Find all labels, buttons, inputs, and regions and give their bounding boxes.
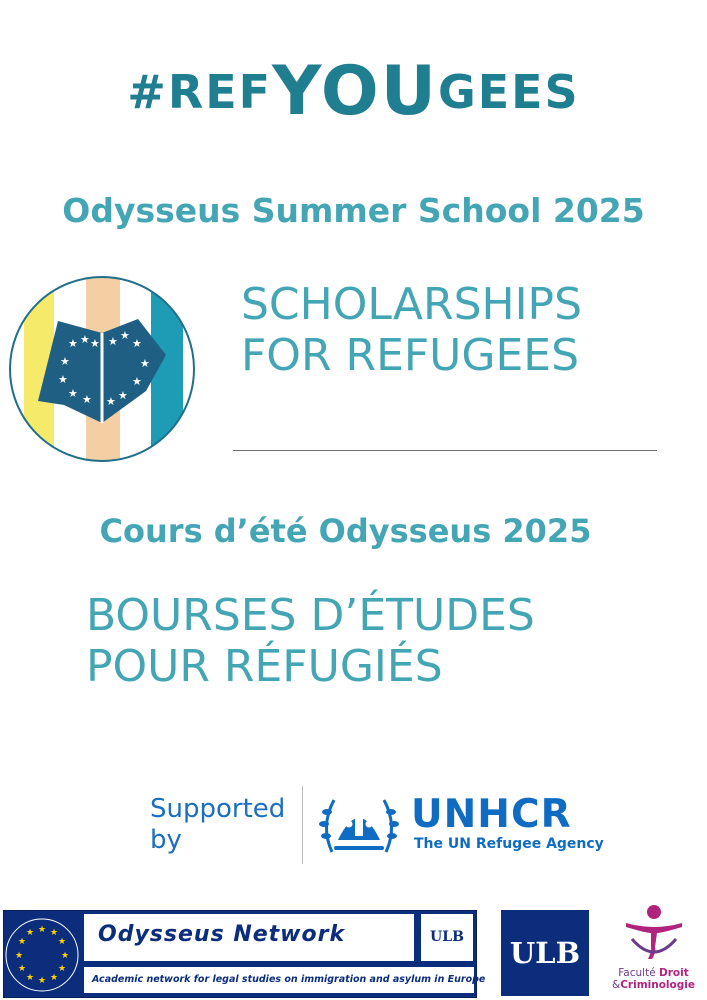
section-divider: [233, 450, 657, 451]
cours-ete-title: Cours d’été Odysseus 2025: [99, 512, 592, 550]
svg-text:★: ★: [90, 337, 100, 350]
hashtag-part-you: YOU: [272, 52, 438, 131]
faculty-criminologie: Criminologie: [620, 979, 695, 992]
faculty-word: Faculté: [618, 967, 656, 979]
summer-school-title: Odysseus Summer School 2025: [62, 191, 645, 230]
bourses-line-1: BOURSES D’ÉTUDES: [86, 590, 535, 641]
svg-text:★: ★: [60, 355, 70, 368]
svg-text:★: ★: [132, 375, 142, 388]
faculty-label: [600, 967, 707, 991]
faculty-droit: Droit: [659, 967, 689, 979]
svg-text:★: ★: [17, 937, 27, 947]
ulb-logo: ULB: [501, 910, 589, 996]
supported-line-1: Supported: [150, 794, 286, 824]
unhcr-emblem-icon: [318, 790, 400, 860]
svg-text:★: ★: [106, 395, 116, 408]
scholarships-line-2: FOR REFUGEES: [241, 330, 580, 382]
svg-text:★: ★: [132, 337, 142, 350]
eu-flag-icon: [4, 917, 80, 993]
svg-text:★: ★: [57, 964, 67, 974]
svg-text:★: ★: [25, 928, 35, 938]
svg-text:★: ★: [49, 973, 59, 983]
supported-line-2: by: [150, 825, 182, 856]
svg-text:★: ★: [17, 964, 27, 974]
support-divider: [302, 786, 303, 864]
svg-text:★: ★: [80, 333, 90, 346]
svg-text:★: ★: [37, 976, 47, 986]
svg-text:★: ★: [37, 925, 47, 935]
network-ulb-badge: ULB: [421, 914, 473, 961]
svg-text:★: ★: [140, 357, 150, 370]
svg-text:★: ★: [118, 389, 128, 402]
svg-text:★: ★: [25, 973, 35, 983]
svg-text:★: ★: [57, 937, 67, 947]
svg-text:★: ★: [58, 373, 68, 386]
hashtag-part-gees: GEES: [437, 65, 580, 119]
bourses-heading: [86, 590, 535, 692]
svg-text:★: ★: [14, 951, 24, 961]
network-name: Odysseus Network: [98, 922, 346, 947]
faculty-ampersand: &: [612, 979, 621, 992]
svg-text:★: ★: [108, 335, 118, 348]
faculty-figure-icon: [622, 903, 686, 965]
svg-text:★: ★: [82, 393, 92, 406]
open-book-logo-icon: [6, 273, 198, 465]
svg-text:★: ★: [68, 337, 78, 350]
svg-text:★: ★: [49, 928, 59, 938]
svg-text:★: ★: [120, 329, 130, 342]
scholarships-heading: [241, 279, 582, 381]
unhcr-subtitle: The UN Refugee Agency: [414, 836, 604, 852]
bourses-line-2: POUR RÉFUGIÉS: [86, 641, 443, 693]
odysseus-network-banner: [3, 910, 486, 998]
hashtag-part-ref: #REF: [127, 65, 273, 119]
network-subtitle: Academic network for legal studies on immigration and asylum in Europe: [84, 967, 474, 993]
unhcr-wordmark: UNHCR: [411, 792, 572, 837]
svg-text:★: ★: [68, 387, 78, 400]
supported-by-label: [150, 794, 285, 856]
scholarships-line-1: SCHOLARSHIPS: [241, 279, 583, 330]
refyougees-hashtag-logo: [0, 52, 707, 131]
svg-text:★: ★: [60, 951, 70, 961]
